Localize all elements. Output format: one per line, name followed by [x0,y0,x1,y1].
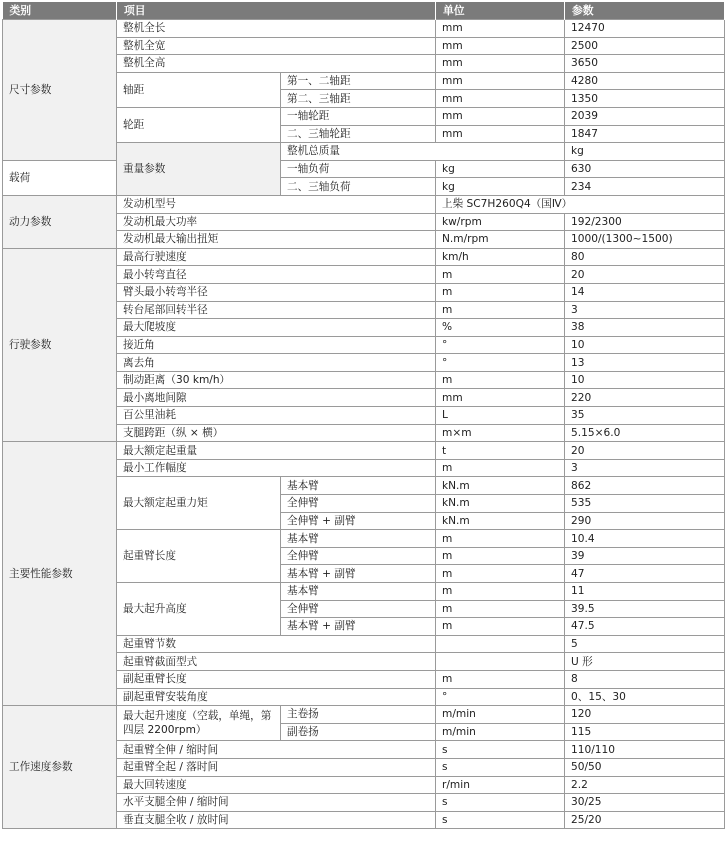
table-row [3,248,725,266]
item-cell: 制动距离（30 km/h） [117,371,436,389]
subitem-cell: 二、三轴负荷 [281,178,436,196]
item-cell: 发动机型号 [117,195,436,213]
item-cell: 发动机最大输出扭矩 [117,231,436,249]
table-row [3,442,725,460]
value-cell: 220 [565,389,725,407]
subitem-cell: 第二、三轴距 [281,90,436,108]
unit-cell: m [436,565,565,583]
subitem-cell: 基本臂 + 副臂 [281,618,436,636]
unit-cell: m [436,283,565,301]
value-cell: 39.5 [565,600,725,618]
unit-cell: s [436,741,565,759]
unit-cell: kg [436,178,565,196]
subitem-cell: 一轴负荷 [281,160,436,178]
value-cell: 5.15×6.0 [565,424,725,442]
unit-cell: mm [436,55,565,73]
item-cell: 最大起升速度（空载，单绳，第四层 2200rpm） [117,706,281,741]
item-cell: 最大爬坡度 [117,319,436,337]
unit-cell: L [436,407,565,425]
unit-cell: kN.m [436,512,565,530]
unit-cell: m [436,547,565,565]
unit-cell: ° [436,354,565,372]
table-row [3,706,725,724]
subitem-cell: 基本臂 [281,477,436,495]
item-cell: 起重臂截面型式 [117,653,436,671]
item-cell: 起重臂节数 [117,635,436,653]
unit-cell: m [436,670,565,688]
value-cell: 862 [565,477,725,495]
category-cell: 尺寸参数 [3,20,117,161]
category-cell: 动力参数 [3,195,117,248]
header-category: 类别 [3,2,117,20]
value-cell: 110/110 [565,741,725,759]
unit-cell [436,635,565,653]
value-cell: 535 [565,495,725,513]
item-cell: 接近角 [117,336,436,354]
value-cell: 14 [565,283,725,301]
item-cell: 百公里油耗 [117,407,436,425]
item-cell: 臂头最小转弯半径 [117,283,436,301]
value-cell: 50/50 [565,758,725,776]
value-cell: 3 [565,301,725,319]
value-cell: 20 [565,266,725,284]
value-cell: 35 [565,407,725,425]
unit-cell: mm [436,125,565,143]
value-cell: 47 [565,565,725,583]
item-cell: 起重臂长度 [117,530,281,583]
value-cell: 0、15、30 [565,688,725,706]
unit-cell: m [436,371,565,389]
value-cell: 2500 [565,37,725,55]
value-cell: 3650 [565,55,725,73]
value-cell: 25/20 [565,811,725,829]
unit-cell: kN.m [436,477,565,495]
unit-cell: ° [436,688,565,706]
unit-cell: r/min [436,776,565,794]
category-cell: 重量参数 [117,143,281,196]
value-cell: 上柴 SC7H260Q4（国Ⅳ） [436,195,725,213]
unit-cell: m [436,301,565,319]
item-cell: 副起重臂长度 [117,670,436,688]
value-cell: 8 [565,670,725,688]
unit-cell: m [436,600,565,618]
item-cell: 整机总质量 [281,143,565,161]
item-cell: 最大额定起重量 [117,442,436,460]
subitem-cell: 基本臂 + 副臂 [281,565,436,583]
unit-cell: % [436,319,565,337]
unit-cell: s [436,794,565,812]
unit-cell: kN.m [436,495,565,513]
unit-cell: mm [436,107,565,125]
unit-cell: s [436,811,565,829]
unit-cell: kw/rpm [436,213,565,231]
spec-body [3,20,725,829]
item-cell: 整机全高 [117,55,436,73]
unit-cell: m [436,459,565,477]
item-cell: 副起重臂安装角度 [117,688,436,706]
item-cell: 最大额定起重力矩 [117,477,281,530]
item-cell: 最小工作幅度 [117,459,436,477]
subitem-cell: 二、三轴轮距 [281,125,436,143]
unit-cell: km/h [436,248,565,266]
value-cell: 13 [565,354,725,372]
unit-cell: kg [565,143,725,161]
unit-cell: t [436,442,565,460]
value-cell: 10.4 [565,530,725,548]
value-cell: 192/2300 [565,213,725,231]
subitem-cell: 全伸臂 [281,600,436,618]
unit-cell: mm [436,72,565,90]
item-cell: 起重臂全伸 / 缩时间 [117,741,436,759]
unit-cell: N.m/rpm [436,231,565,249]
value-cell: 234 [565,178,725,196]
item-cell: 最大回转速度 [117,776,436,794]
unit-cell: s [436,758,565,776]
table-row [3,20,725,38]
subitem-cell: 基本臂 [281,583,436,601]
value-cell: 39 [565,547,725,565]
value-cell: 290 [565,512,725,530]
value-cell: 38 [565,319,725,337]
unit-cell: ° [436,336,565,354]
unit-cell: m×m [436,424,565,442]
unit-cell: m [436,266,565,284]
item-cell: 转台尾部回转半径 [117,301,436,319]
header-row [3,2,725,20]
unit-cell: mm [436,90,565,108]
header-value: 参数 [565,2,725,20]
item-cell: 起重臂全起 / 落时间 [117,758,436,776]
item-cell: 最小离地间隙 [117,389,436,407]
item-cell: 载荷 [3,160,117,195]
value-cell: 1000/(1300~1500) [565,231,725,249]
value-cell: 3 [565,459,725,477]
value-cell: 10 [565,336,725,354]
item-cell: 最高行驶速度 [117,248,436,266]
item-cell: 发动机最大功率 [117,213,436,231]
value-cell: 10 [565,371,725,389]
subitem-cell: 副卷扬 [281,723,436,741]
item-cell: 轮距 [117,107,281,142]
value-cell: 20 [565,442,725,460]
unit-cell: m [436,530,565,548]
value-cell: 630 [565,160,725,178]
item-cell: 轴距 [117,72,281,107]
header-unit: 单位 [436,2,565,20]
item-cell: 最大起升高度 [117,583,281,636]
value-cell: 47.5 [565,618,725,636]
unit-cell: mm [436,20,565,38]
item-cell: 垂直支腿全收 / 放时间 [117,811,436,829]
value-cell: 120 [565,706,725,724]
subitem-cell: 全伸臂 [281,547,436,565]
value-cell: 2.2 [565,776,725,794]
value-cell: 80 [565,248,725,266]
table-row [3,160,725,178]
value-cell: 12470 [565,20,725,38]
category-cell: 工作速度参数 [3,706,117,829]
value-cell: 2039 [565,107,725,125]
unit-cell: mm [436,389,565,407]
item-cell: 支腿跨距（纵 × 横） [117,424,436,442]
value-cell: U 形 [565,653,725,671]
subitem-cell: 全伸臂 [281,495,436,513]
unit-cell: m [436,583,565,601]
unit-cell [436,653,565,671]
subitem-cell: 主卷扬 [281,706,436,724]
category-cell: 行驶参数 [3,248,117,442]
value-cell: 1847 [565,125,725,143]
item-cell: 水平支腿全伸 / 缩时间 [117,794,436,812]
unit-cell: m/min [436,723,565,741]
value-cell: 115 [565,723,725,741]
subitem-cell: 基本臂 [281,530,436,548]
subitem-cell: 全伸臂 + 副臂 [281,512,436,530]
unit-cell: m/min [436,706,565,724]
unit-cell: m [436,618,565,636]
table-row [3,195,725,213]
subitem-cell: 一轴轮距 [281,107,436,125]
value-cell: 30/25 [565,794,725,812]
unit-cell: mm [436,37,565,55]
unit-cell: kg [436,160,565,178]
value-cell: 1350 [565,90,725,108]
item-cell: 离去角 [117,354,436,372]
spec-table [2,2,725,829]
category-cell: 主要性能参数 [3,442,117,706]
item-cell: 整机全长 [117,20,436,38]
item-cell: 整机全宽 [117,37,436,55]
value-cell: 4280 [565,72,725,90]
header-item: 项目 [117,2,436,20]
item-cell: 最小转弯直径 [117,266,436,284]
value-cell: 5 [565,635,725,653]
subitem-cell: 第一、二轴距 [281,72,436,90]
value-cell: 11 [565,583,725,601]
